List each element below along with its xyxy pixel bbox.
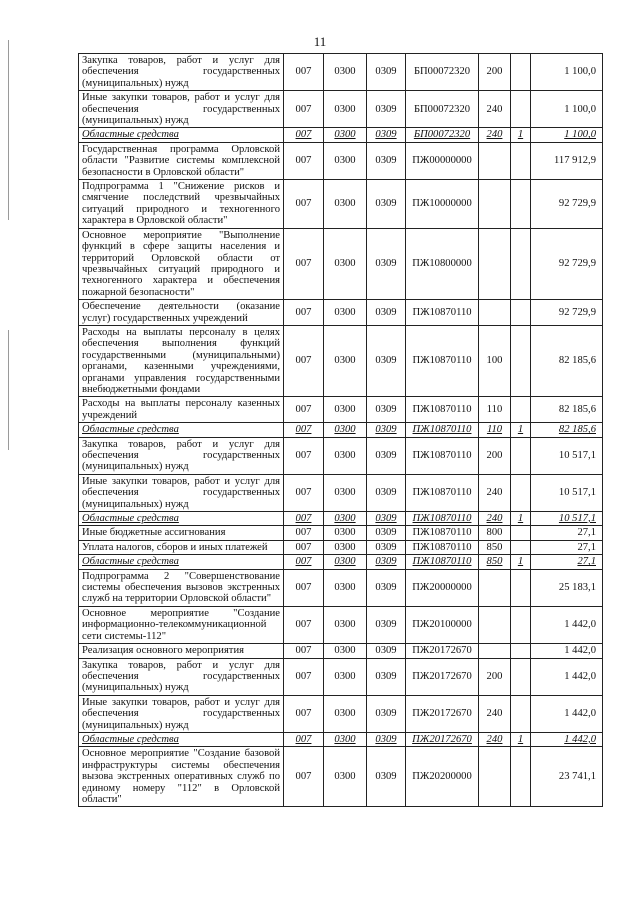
cell-amount: 10 517,1: [531, 474, 603, 511]
table-row: [79, 142, 603, 179]
cell-source: [511, 54, 531, 91]
cell-section: 0300: [324, 732, 367, 746]
table-row: [79, 526, 603, 540]
cell-expense-type: 240: [479, 474, 511, 511]
cell-ministry-code: 007: [284, 606, 324, 643]
cell-ministry-code: 007: [284, 325, 324, 396]
cell-section: 0300: [324, 397, 367, 423]
cell-target-article: ПЖ10870110: [406, 437, 479, 474]
cell-expense-type: [479, 569, 511, 606]
cell-name: Иные закупки товаров, работ и услуг для обеспечения государственных (муниципальных) нужд: [79, 474, 284, 511]
cell-source: [511, 397, 531, 423]
table-row: [79, 747, 603, 807]
cell-target-article: ПЖ20172670: [406, 695, 479, 732]
cell-amount: 25 183,1: [531, 569, 603, 606]
cell-ministry-code: 007: [284, 228, 324, 299]
cell-subsection: 0309: [367, 474, 406, 511]
cell-section: 0300: [324, 644, 367, 658]
cell-subsection: 0309: [367, 54, 406, 91]
cell-section: 0300: [324, 540, 367, 554]
cell-name: Расходы на выплаты персоналу в целях обеспечения выполнения функций государственными (муниципальными) органами, казенными учреждениями, органами управления государственными внебюджетными фондами: [79, 325, 284, 396]
cell-source: [511, 695, 531, 732]
table-row: [79, 54, 603, 91]
cell-section: 0300: [324, 569, 367, 606]
cell-source: [511, 606, 531, 643]
cell-amount: 82 185,6: [531, 423, 603, 437]
cell-ministry-code: 007: [284, 91, 324, 128]
page-number: 11: [313, 34, 327, 49]
table-row-regional-funds: [79, 128, 603, 142]
cell-ministry-code: 007: [284, 732, 324, 746]
cell-subsection: 0309: [367, 555, 406, 569]
cell-section: 0300: [324, 300, 367, 326]
cell-expense-type: 240: [479, 128, 511, 142]
cell-name: Государственная программа Орловской области "Развитие системы комплексной безопасности в Орловской области": [79, 142, 284, 179]
cell-source: [511, 526, 531, 540]
cell-subsection: 0309: [367, 569, 406, 606]
cell-source: [511, 474, 531, 511]
cell-target-article: ПЖ10870110: [406, 555, 479, 569]
cell-expense-type: 240: [479, 512, 511, 526]
cell-section: 0300: [324, 658, 367, 695]
table-row: [79, 474, 603, 511]
cell-amount: 1 442,0: [531, 644, 603, 658]
cell-ministry-code: 007: [284, 128, 324, 142]
cell-subsection: 0309: [367, 658, 406, 695]
cell-subsection: 0309: [367, 300, 406, 326]
table-row: [79, 437, 603, 474]
cell-amount: 27,1: [531, 555, 603, 569]
cell-subsection: 0309: [367, 91, 406, 128]
table-row: [79, 300, 603, 326]
cell-target-article: ПЖ10870110: [406, 300, 479, 326]
cell-source: 1: [511, 732, 531, 746]
cell-target-article: ПЖ20200000: [406, 747, 479, 807]
cell-section: 0300: [324, 325, 367, 396]
cell-ministry-code: 007: [284, 54, 324, 91]
cell-section: 0300: [324, 128, 367, 142]
cell-target-article: ПЖ10870110: [406, 512, 479, 526]
cell-section: 0300: [324, 526, 367, 540]
table-row: [79, 658, 603, 695]
cell-name: Подпрограмма 1 "Снижение рисков и смягчение последствий чрезвычайных ситуаций природного и техногенного характера в Орловской области": [79, 180, 284, 229]
table-row: [79, 91, 603, 128]
cell-section: 0300: [324, 747, 367, 807]
cell-section: 0300: [324, 695, 367, 732]
cell-source: [511, 180, 531, 229]
cell-ministry-code: 007: [284, 474, 324, 511]
cell-target-article: ПЖ00000000: [406, 142, 479, 179]
cell-target-article: ПЖ10870110: [406, 325, 479, 396]
cell-subsection: 0309: [367, 397, 406, 423]
cell-section: 0300: [324, 228, 367, 299]
cell-source: [511, 747, 531, 807]
cell-section: 0300: [324, 555, 367, 569]
cell-ministry-code: 007: [284, 423, 324, 437]
cell-amount: 117 912,9: [531, 142, 603, 179]
cell-expense-type: [479, 747, 511, 807]
table-row: [79, 540, 603, 554]
cell-name: Закупка товаров, работ и услуг для обеспечения государственных (муниципальных) нужд: [79, 658, 284, 695]
cell-expense-type: [479, 228, 511, 299]
cell-subsection: 0309: [367, 732, 406, 746]
cell-ministry-code: 007: [284, 142, 324, 179]
table-row: [79, 606, 603, 643]
cell-source: [511, 142, 531, 179]
cell-subsection: 0309: [367, 180, 406, 229]
cell-ministry-code: 007: [284, 437, 324, 474]
cell-amount: 92 729,9: [531, 180, 603, 229]
cell-amount: 27,1: [531, 526, 603, 540]
cell-name: Основное мероприятие "Выполнение функций в сфере защиты населения и территорий Орловской области от чрезвычайных ситуаций природного и техногенного характера и обеспечения пожарной безопасности": [79, 228, 284, 299]
margin-scan-mark: [8, 40, 9, 220]
table-row-regional-funds: [79, 423, 603, 437]
table-body: [79, 54, 603, 807]
cell-name: Областные средства: [79, 128, 284, 142]
cell-section: 0300: [324, 437, 367, 474]
table-row: [79, 397, 603, 423]
table-row: [79, 228, 603, 299]
cell-amount: 1 100,0: [531, 91, 603, 128]
cell-source: [511, 300, 531, 326]
cell-target-article: ПЖ20172670: [406, 732, 479, 746]
cell-subsection: 0309: [367, 128, 406, 142]
cell-name: Уплата налогов, сборов и иных платежей: [79, 540, 284, 554]
table-row: [79, 180, 603, 229]
cell-expense-type: 850: [479, 555, 511, 569]
cell-target-article: ПЖ10870110: [406, 526, 479, 540]
cell-amount: 92 729,9: [531, 300, 603, 326]
cell-target-article: БП00072320: [406, 128, 479, 142]
cell-source: [511, 228, 531, 299]
cell-expense-type: 110: [479, 423, 511, 437]
cell-source: 1: [511, 423, 531, 437]
cell-expense-type: 110: [479, 397, 511, 423]
cell-name: Областные средства: [79, 512, 284, 526]
cell-subsection: 0309: [367, 644, 406, 658]
cell-target-article: БП00072320: [406, 54, 479, 91]
cell-source: 1: [511, 555, 531, 569]
cell-expense-type: 200: [479, 658, 511, 695]
cell-amount: 27,1: [531, 540, 603, 554]
cell-section: 0300: [324, 512, 367, 526]
cell-target-article: ПЖ20172670: [406, 658, 479, 695]
cell-amount: 23 741,1: [531, 747, 603, 807]
cell-expense-type: 240: [479, 695, 511, 732]
margin-scan-mark: [8, 330, 9, 450]
cell-subsection: 0309: [367, 437, 406, 474]
cell-expense-type: 850: [479, 540, 511, 554]
cell-ministry-code: 007: [284, 300, 324, 326]
cell-section: 0300: [324, 180, 367, 229]
cell-expense-type: 100: [479, 325, 511, 396]
cell-name: Иные бюджетные ассигнования: [79, 526, 284, 540]
cell-amount: 82 185,6: [531, 325, 603, 396]
cell-name: Реализация основного мероприятия: [79, 644, 284, 658]
cell-target-article: ПЖ20000000: [406, 569, 479, 606]
cell-target-article: ПЖ20100000: [406, 606, 479, 643]
cell-amount: 10 517,1: [531, 512, 603, 526]
cell-source: [511, 91, 531, 128]
cell-expense-type: [479, 142, 511, 179]
table-row: [79, 325, 603, 396]
table-row: [79, 569, 603, 606]
cell-amount: 82 185,6: [531, 397, 603, 423]
cell-ministry-code: 007: [284, 747, 324, 807]
cell-name: Закупка товаров, работ и услуг для обеспечения государственных (муниципальных) нужд: [79, 437, 284, 474]
cell-amount: 10 517,1: [531, 437, 603, 474]
cell-name: Областные средства: [79, 555, 284, 569]
cell-expense-type: [479, 606, 511, 643]
cell-amount: 1 100,0: [531, 54, 603, 91]
cell-amount: 1 442,0: [531, 732, 603, 746]
cell-source: [511, 325, 531, 396]
cell-subsection: 0309: [367, 747, 406, 807]
cell-subsection: 0309: [367, 606, 406, 643]
cell-expense-type: [479, 300, 511, 326]
cell-name: Областные средства: [79, 423, 284, 437]
cell-subsection: 0309: [367, 540, 406, 554]
cell-name: Областные средства: [79, 732, 284, 746]
cell-target-article: ПЖ10870110: [406, 397, 479, 423]
cell-ministry-code: 007: [284, 658, 324, 695]
cell-ministry-code: 007: [284, 540, 324, 554]
cell-section: 0300: [324, 91, 367, 128]
cell-ministry-code: 007: [284, 526, 324, 540]
cell-section: 0300: [324, 142, 367, 179]
cell-subsection: 0309: [367, 325, 406, 396]
cell-expense-type: 240: [479, 732, 511, 746]
table-row: [79, 644, 603, 658]
cell-subsection: 0309: [367, 228, 406, 299]
cell-ministry-code: 007: [284, 180, 324, 229]
table-row-regional-funds: [79, 512, 603, 526]
table-row-regional-funds: [79, 555, 603, 569]
cell-target-article: БП00072320: [406, 91, 479, 128]
cell-source: 1: [511, 128, 531, 142]
cell-ministry-code: 007: [284, 397, 324, 423]
cell-subsection: 0309: [367, 695, 406, 732]
cell-expense-type: [479, 180, 511, 229]
cell-name: Обеспечение деятельности (оказание услуг) государственных учреждений: [79, 300, 284, 326]
cell-name: Подпрограмма 2 "Совершенствование системы обеспечения вызовов экстренных служб на территории Орловской области": [79, 569, 284, 606]
cell-ministry-code: 007: [284, 695, 324, 732]
cell-amount: 1 100,0: [531, 128, 603, 142]
cell-expense-type: 240: [479, 91, 511, 128]
cell-ministry-code: 007: [284, 644, 324, 658]
cell-expense-type: [479, 644, 511, 658]
cell-target-article: ПЖ10870110: [406, 474, 479, 511]
cell-expense-type: 200: [479, 437, 511, 474]
cell-name: Иные закупки товаров, работ и услуг для обеспечения государственных (муниципальных) нужд: [79, 695, 284, 732]
cell-subsection: 0309: [367, 512, 406, 526]
cell-target-article: ПЖ10000000: [406, 180, 479, 229]
cell-subsection: 0309: [367, 526, 406, 540]
cell-target-article: ПЖ10870110: [406, 540, 479, 554]
cell-source: [511, 658, 531, 695]
cell-section: 0300: [324, 474, 367, 511]
cell-amount: 92 729,9: [531, 228, 603, 299]
cell-name: Иные закупки товаров, работ и услуг для обеспечения государственных (муниципальных) нужд: [79, 91, 284, 128]
cell-amount: 1 442,0: [531, 695, 603, 732]
cell-source: [511, 644, 531, 658]
cell-ministry-code: 007: [284, 512, 324, 526]
cell-source: 1: [511, 512, 531, 526]
cell-amount: 1 442,0: [531, 658, 603, 695]
cell-target-article: ПЖ10800000: [406, 228, 479, 299]
cell-name: Основное мероприятие "Создание базовой инфраструктуры системы обеспечения вызова экстренных оперативных служб по единому номеру "112" в Орловской области": [79, 747, 284, 807]
cell-source: [511, 569, 531, 606]
budget-table: [78, 53, 603, 807]
cell-amount: 1 442,0: [531, 606, 603, 643]
cell-expense-type: 200: [479, 54, 511, 91]
cell-ministry-code: 007: [284, 555, 324, 569]
cell-ministry-code: 007: [284, 569, 324, 606]
cell-target-article: ПЖ10870110: [406, 423, 479, 437]
cell-name: Расходы на выплаты персоналу казенных учреждений: [79, 397, 284, 423]
cell-source: [511, 540, 531, 554]
cell-expense-type: 800: [479, 526, 511, 540]
cell-section: 0300: [324, 54, 367, 91]
cell-section: 0300: [324, 423, 367, 437]
cell-section: 0300: [324, 606, 367, 643]
cell-subsection: 0309: [367, 423, 406, 437]
table-row-regional-funds: [79, 732, 603, 746]
cell-target-article: ПЖ20172670: [406, 644, 479, 658]
table-row: [79, 695, 603, 732]
cell-source: [511, 437, 531, 474]
cell-name: Основное мероприятие "Создание информационно-телекоммуникационной сети системы-112": [79, 606, 284, 643]
cell-name: Закупка товаров, работ и услуг для обеспечения государственных (муниципальных) нужд: [79, 54, 284, 91]
cell-subsection: 0309: [367, 142, 406, 179]
